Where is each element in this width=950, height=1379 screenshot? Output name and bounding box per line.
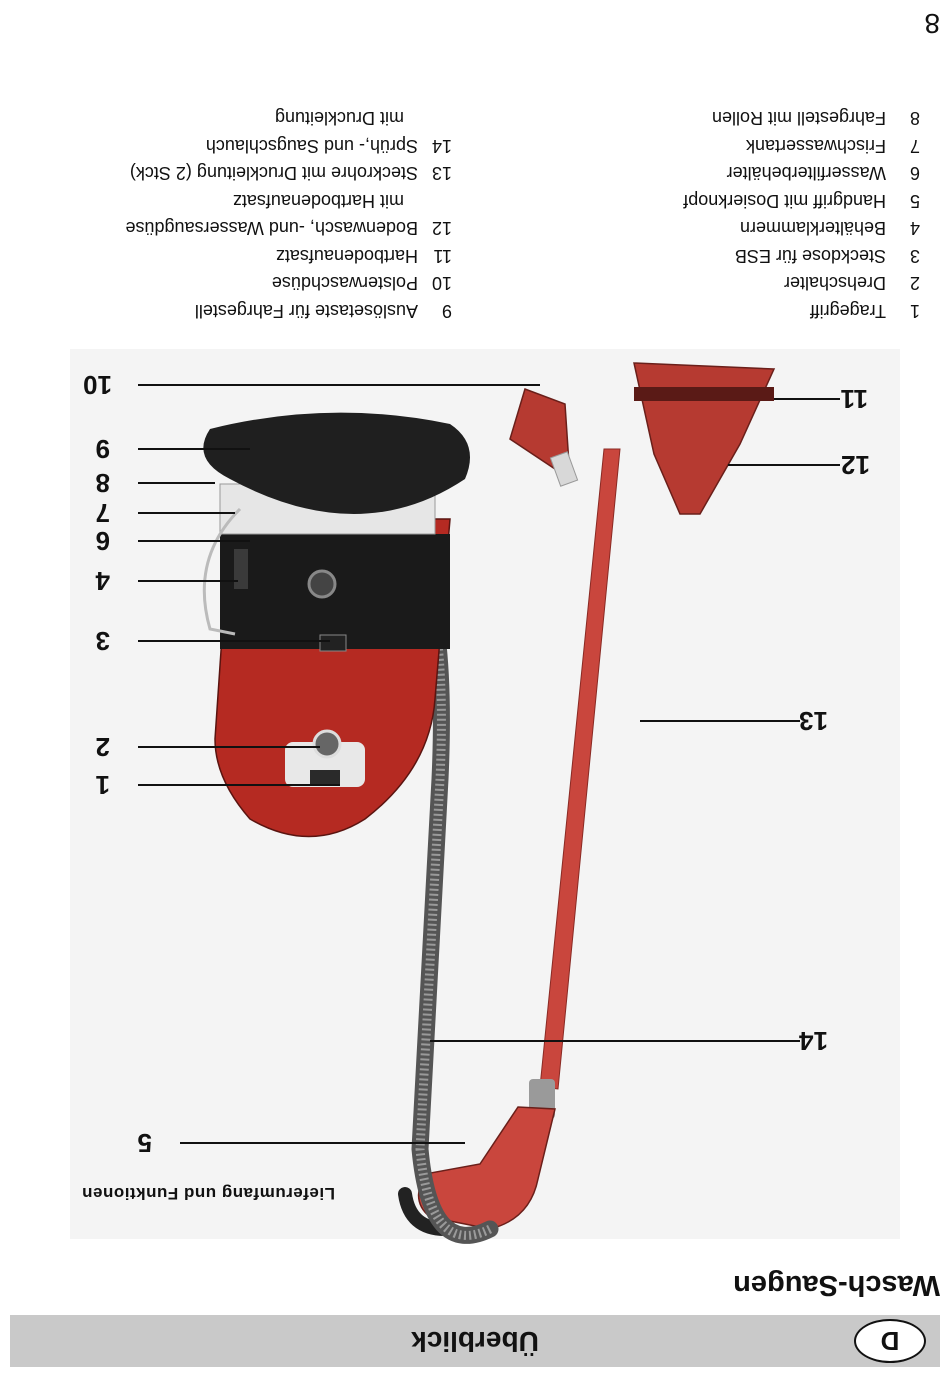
legend-label: Drehschalter <box>783 273 886 294</box>
callout-4: 4 <box>95 566 110 596</box>
legend-label: Polsterwaschdüse <box>271 273 418 294</box>
legend-item <box>126 242 453 270</box>
legend-item <box>126 297 453 325</box>
callout-8: 8 <box>95 468 110 498</box>
callout-7: 7 <box>95 498 110 528</box>
legend-left-column <box>683 104 920 324</box>
legend-item <box>683 187 920 215</box>
legend-continuation: mit Druckleitung <box>274 108 404 129</box>
legend-label: Frischwassertank <box>745 136 886 156</box>
legend-item <box>683 104 920 132</box>
callout-1: 1 <box>95 770 110 800</box>
legend-number: 9 <box>441 301 452 321</box>
callout-5: 5 <box>137 1128 152 1158</box>
legend-number: 10 <box>431 273 452 294</box>
callout-14: 14 <box>799 1026 828 1056</box>
legend-item <box>683 297 920 325</box>
esb-socket <box>320 635 346 651</box>
legend-label: Handgriff mit Dosierknopf <box>683 191 886 211</box>
water-filter-container <box>220 534 450 649</box>
legend-number: 11 <box>433 246 452 266</box>
callout-12: 12 <box>841 450 870 480</box>
legend-number: 8 <box>909 108 920 129</box>
legend-item <box>683 132 920 160</box>
legend-item <box>126 159 453 187</box>
section-subtitle: Wasch-Saugen <box>733 1269 940 1301</box>
legend-label: Behälterklammern <box>739 218 886 239</box>
legend-label: Sprüh,- und Saugschlauch <box>205 136 418 156</box>
legend-label: Bodenwasch, -und Wassersaugdüse <box>125 218 418 239</box>
legend-item <box>683 269 920 297</box>
callout-3: 3 <box>95 626 110 656</box>
page-number: 8 <box>924 8 940 39</box>
legend-label: Steckdose für ESB <box>734 246 886 266</box>
figure-caption: Lieferumfang und Funktionen <box>81 1184 335 1203</box>
hard-floor-attachment <box>634 387 774 401</box>
callout-13: 13 <box>799 706 828 736</box>
legend-label: Hartbodenaufsatz <box>275 246 418 266</box>
rotary-switch <box>314 731 340 757</box>
legend-item <box>126 214 453 242</box>
container-clamp <box>234 549 248 589</box>
legend-number: 13 <box>431 163 452 184</box>
callout-2: 2 <box>95 732 110 762</box>
legend-number: 6 <box>909 163 920 184</box>
callout-10: 10 <box>83 370 112 400</box>
legend-number: 3 <box>909 246 920 266</box>
legend-continuation: mit Hartbodenaufsatz <box>232 191 404 211</box>
legend-item <box>683 242 920 270</box>
legend-label: Fahrgestell mit Rollen <box>711 108 886 129</box>
legend-number: 2 <box>909 273 920 294</box>
legend-number: 1 <box>909 301 920 321</box>
legend-number: 7 <box>909 136 920 156</box>
callout-6: 6 <box>95 526 110 556</box>
legend-label: Wasserfilterbehälter <box>726 163 886 184</box>
carry-handle <box>310 770 340 784</box>
legend-number: 12 <box>431 218 452 239</box>
callout-9: 9 <box>95 434 110 464</box>
language-badge: D <box>854 1319 926 1363</box>
legend-item <box>126 132 453 160</box>
legend-item <box>126 269 453 297</box>
legend-label: Steckrohre mit Druckleitung (2 Stck) <box>129 163 418 184</box>
callout-11: 11 <box>840 384 868 414</box>
legend-number: 14 <box>431 136 452 156</box>
section-title: Überblick <box>411 1326 539 1357</box>
legend-number: 5 <box>909 191 920 211</box>
legend-item <box>683 159 920 187</box>
legend-right-column <box>126 104 453 324</box>
legend-number: 4 <box>909 218 920 239</box>
hose-inlet <box>309 571 335 597</box>
legend-label: Tragegriff <box>809 301 886 321</box>
legend-label: Auslösetaste für Fahrgestell <box>194 301 418 321</box>
legend-item <box>683 214 920 242</box>
